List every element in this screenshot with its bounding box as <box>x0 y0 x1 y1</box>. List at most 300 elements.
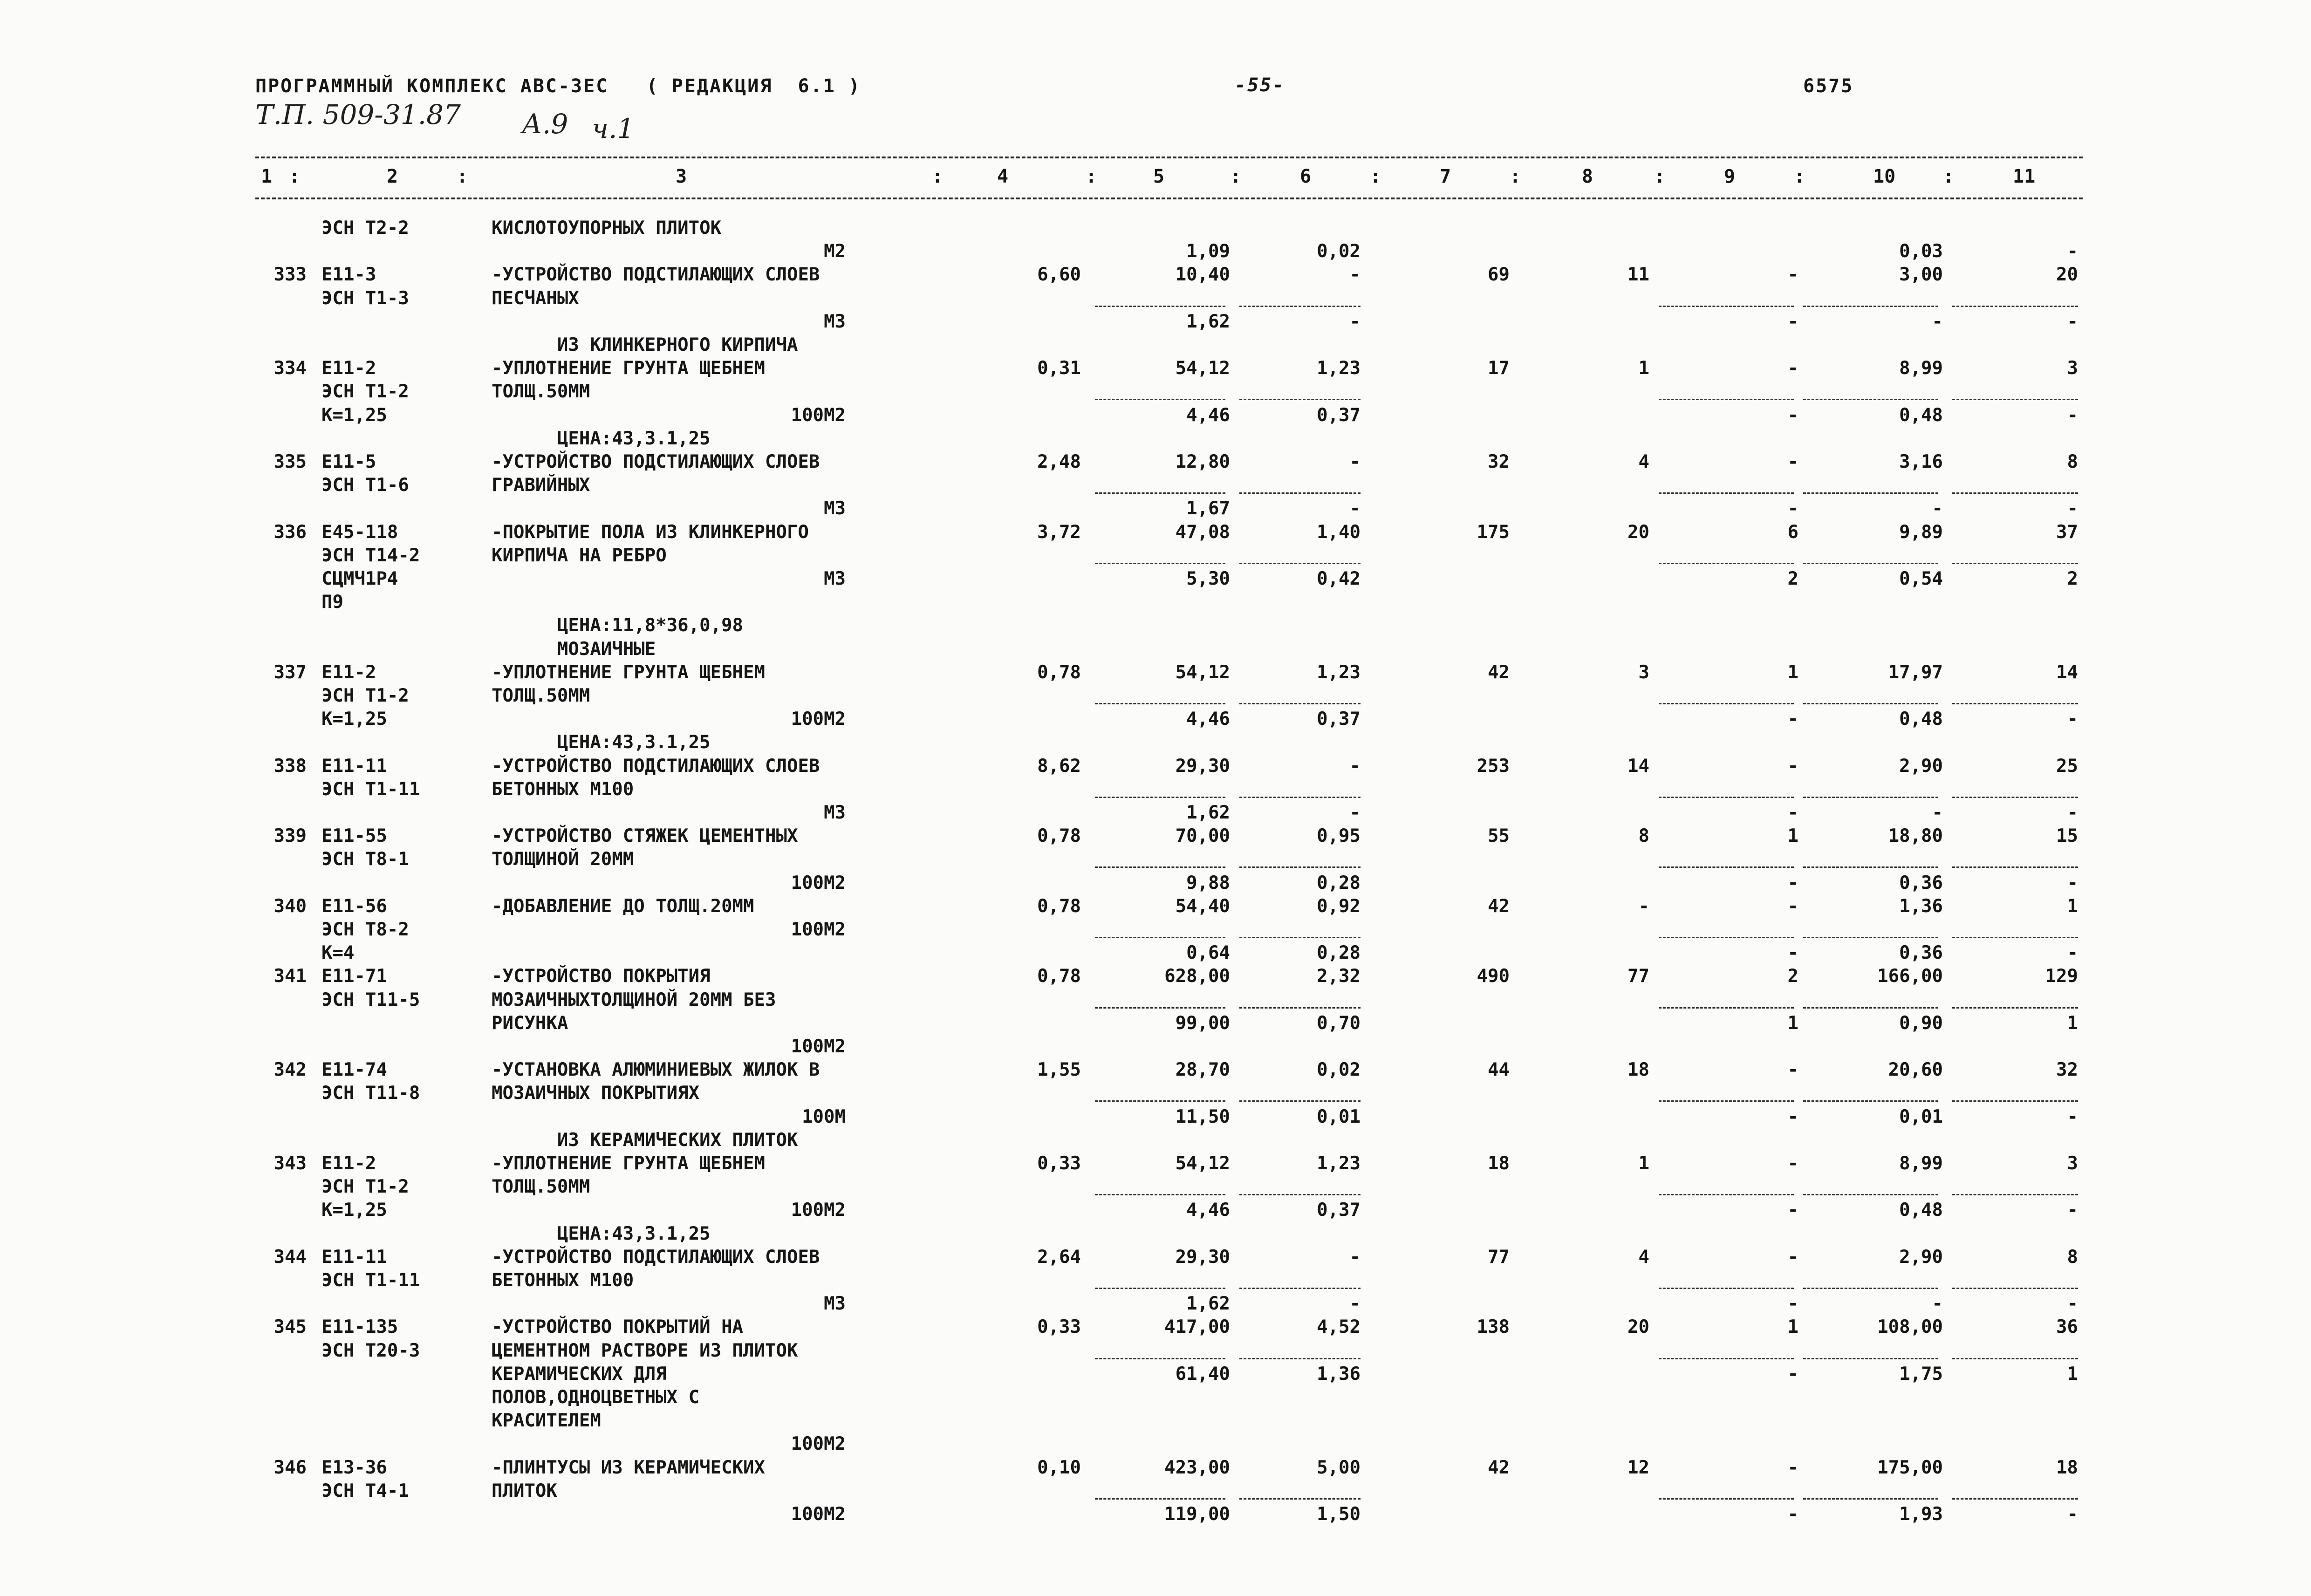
column-separator: : <box>1370 166 1381 187</box>
cell-desc: ПЕСЧАНЫХ <box>492 287 579 309</box>
cell-c5: 47,08 <box>1175 521 1230 543</box>
cell-c10: 0,03 <box>1899 241 1943 262</box>
cell-c4: 0,78 <box>1037 662 1081 683</box>
program-header: ПРОГРАММНЫЙ КОМПЛЕКС АВС-3ЕС ( РЕДАКЦИЯ 6.1 ) <box>255 75 861 97</box>
cell-unit: 100М2 <box>791 1433 846 1455</box>
cell-c4: 3,72 <box>1037 521 1081 543</box>
handwritten-part: ч.1 <box>592 113 635 144</box>
cell-c8: 4 <box>1638 1246 1649 1268</box>
cell-c10: 20,60 <box>1888 1059 1943 1081</box>
cell-c7: 490 <box>1477 966 1510 987</box>
cell-c7: 253 <box>1477 755 1510 777</box>
column-header: 11 <box>2013 166 2036 187</box>
cell-c5: 70,00 <box>1175 825 1230 847</box>
cell-desc: -ДОБАВЛЕНИЕ ДО ТОЛЩ.20ММ <box>492 895 754 917</box>
cell-num: 340 <box>273 895 307 917</box>
cell-unit: М2 <box>824 241 846 262</box>
cell-desc: ТОЛЩ.50ММ <box>492 685 590 706</box>
cell-c8: 18 <box>1627 1059 1649 1081</box>
subtotal-dashes <box>1659 1007 1794 1009</box>
cell-c8: 4 <box>1638 451 1649 472</box>
cell-c7: 77 <box>1488 1246 1510 1268</box>
cell-c4: 1,55 <box>1037 1059 1081 1081</box>
cell-code: Е13-36 <box>321 1457 387 1478</box>
cell-desc: -УСТАНОВКА АЛЮМИНИЕВЫХ ЖИЛОК В <box>492 1059 820 1081</box>
cell-num: 338 <box>273 755 307 777</box>
cell-code: Е11-11 <box>321 1246 387 1268</box>
cell-c11: 1 <box>2067 895 2078 917</box>
subtotal-dashes <box>1239 1288 1361 1289</box>
cell-c11: 20 <box>2056 264 2078 286</box>
cell-unit: 100М <box>802 1106 846 1127</box>
cell-c5: 1,62 <box>1186 802 1230 823</box>
subtotal-dashes <box>1239 1498 1361 1500</box>
cell-desc: -УПЛОТНЕНИЕ ГРУНТА ЩЕБНЕМ <box>492 1153 765 1174</box>
cell-c5: 417,00 <box>1164 1316 1230 1338</box>
cell-c4: 2,64 <box>1037 1246 1081 1268</box>
cell-c9: - <box>1787 755 1798 777</box>
cell-c7: 17 <box>1488 358 1510 379</box>
cell-c6: 1,23 <box>1317 1153 1361 1174</box>
cell-desc: -УСТРОЙСТВО ПОДСТИЛАЮЩИХ СЛОЕВ <box>492 451 820 472</box>
subtotal-dashes <box>1803 866 1938 868</box>
cell-num: 335 <box>273 451 307 472</box>
cell-c11: 1 <box>2067 1012 2078 1034</box>
cell-c7: 55 <box>1488 825 1510 847</box>
cell-c5: 1,67 <box>1186 498 1230 519</box>
cell-desc: РИСУНКА <box>492 1012 568 1034</box>
cell-c10: 1,36 <box>1899 895 1943 917</box>
cell-c6: 1,40 <box>1317 521 1361 543</box>
subtotal-dashes <box>1095 1498 1225 1500</box>
column-separator: : <box>1654 166 1666 187</box>
cell-c10: 0,54 <box>1899 568 1943 589</box>
cell-desc: -УСТРОЙСТВО ПОДСТИЛАЮЩИХ СЛОЕВ <box>492 755 820 777</box>
subtotal-dashes <box>1095 937 1225 938</box>
subtotal-dashes <box>1095 866 1225 868</box>
cell-desc: -УСТРОЙСТВО ПОДСТИЛАЮЩИХ СЛОЕВ <box>492 1246 820 1268</box>
cell-c10: 8,99 <box>1899 358 1943 379</box>
cell-c9: - <box>1787 942 1798 964</box>
cell-c6: 0,37 <box>1317 709 1361 730</box>
subtotal-dashes <box>1659 1498 1794 1500</box>
cell-c9: - <box>1787 1200 1798 1221</box>
cell-num: 337 <box>273 662 307 683</box>
column-header: 10 <box>1873 166 1896 187</box>
cell-c9: 1 <box>1787 1012 1798 1034</box>
cell-c8: 1 <box>1638 1153 1649 1174</box>
subtotal-dashes <box>1803 1007 1938 1009</box>
cell-c11: 129 <box>2045 966 2078 987</box>
cell-desc: -ПЛИНТУСЫ ИЗ КЕРАМИЧЕСКИХ <box>492 1457 765 1478</box>
subtotal-dashes <box>1095 1100 1225 1102</box>
cell-c4: 0,78 <box>1037 966 1081 987</box>
cell-c7: 138 <box>1477 1316 1510 1338</box>
cell-c6: 0,01 <box>1317 1106 1361 1127</box>
cell-desc: -УСТРОЙСТВО СТЯЖЕК ЦЕМЕНТНЫХ <box>492 825 798 847</box>
cell-c10: 175,00 <box>1877 1457 1943 1478</box>
cell-c8: 20 <box>1627 1316 1649 1338</box>
subtotal-dashes <box>1952 937 2078 938</box>
column-separator: : <box>932 166 944 187</box>
cell-c9: - <box>1787 872 1798 893</box>
subtotal-dashes <box>1239 1007 1361 1009</box>
cell-code: Е11-56 <box>321 895 387 917</box>
cell-unit: 100М2 <box>791 919 846 940</box>
cell-c7: 18 <box>1488 1153 1510 1174</box>
cell-c10: 0,90 <box>1899 1012 1943 1034</box>
column-header: 9 <box>1724 166 1736 187</box>
cell-desc: МОЗАИЧНЫХ ПОКРЫТИЯХ <box>492 1083 700 1104</box>
cell-code: ЭСН Т1-6 <box>321 475 409 496</box>
cell-num: 334 <box>273 358 307 379</box>
subtotal-dashes <box>1659 797 1794 798</box>
column-header: 6 <box>1300 166 1312 187</box>
cell-desc: ЦЕНА:43,3.1,25 <box>492 1223 711 1244</box>
cell-code: П9 <box>321 592 343 613</box>
cell-c9: - <box>1787 1153 1798 1174</box>
subtotal-dashes <box>1095 399 1225 400</box>
subtotal-dashes <box>1239 563 1361 564</box>
cell-c4: 0,33 <box>1037 1153 1081 1174</box>
column-header: 4 <box>997 166 1009 187</box>
cell-c9: 1 <box>1787 1316 1798 1338</box>
cell-unit: М3 <box>824 1293 846 1315</box>
cell-c9: 6 <box>1787 521 1798 543</box>
subtotal-dashes <box>1803 937 1938 938</box>
cell-c6: - <box>1349 755 1361 777</box>
cell-c5: 1,09 <box>1186 241 1230 262</box>
cell-desc: ЦЕНА:43,3.1,25 <box>492 732 711 753</box>
cell-c10: 0,48 <box>1899 404 1943 426</box>
cell-c5: 9,88 <box>1186 872 1230 893</box>
cell-c10: 2,90 <box>1899 755 1943 777</box>
cell-c7: 69 <box>1488 264 1510 286</box>
cell-c9: - <box>1787 404 1798 426</box>
cell-c9: - <box>1787 1457 1798 1478</box>
cell-c5: 628,00 <box>1164 966 1230 987</box>
cell-c5: 0,64 <box>1186 942 1230 964</box>
cell-code: Е11-2 <box>321 662 376 683</box>
cell-desc: -УСТРОЙСТВО ПОКРЫТИЙ НА <box>492 1316 744 1338</box>
cell-num: 342 <box>273 1059 307 1081</box>
subtotal-dashes <box>1952 1194 2078 1195</box>
subtotal-dashes <box>1659 1194 1794 1195</box>
subtotal-dashes <box>1803 1194 1938 1195</box>
cell-c6: - <box>1349 1293 1361 1315</box>
cell-c8: 1 <box>1638 358 1649 379</box>
cell-desc: КРАСИТЕЛЕМ <box>492 1410 601 1432</box>
subtotal-dashes <box>1095 563 1225 564</box>
cell-c9: - <box>1787 1106 1798 1127</box>
cell-c10: 0,36 <box>1899 942 1943 964</box>
subtotal-dashes <box>1095 306 1225 307</box>
column-separator: : <box>1510 166 1521 187</box>
subtotal-dashes <box>1659 492 1794 494</box>
cell-code: Е11-2 <box>321 1153 376 1174</box>
cell-c11: 2 <box>2067 568 2078 589</box>
cell-c5: 119,00 <box>1164 1504 1230 1525</box>
cell-c7: 32 <box>1488 451 1510 472</box>
cell-c6: 1,23 <box>1317 358 1361 379</box>
cell-c11: - <box>2067 1504 2078 1525</box>
cell-c10: 8,99 <box>1899 1153 1943 1174</box>
subtotal-dashes <box>1095 492 1225 494</box>
cell-c6: 4,52 <box>1317 1316 1361 1338</box>
cell-c4: 2,48 <box>1037 451 1081 472</box>
subtotal-dashes <box>1659 937 1794 938</box>
cell-unit: 100М2 <box>791 404 846 426</box>
subtotal-dashes <box>1095 1194 1225 1195</box>
cell-c9: - <box>1787 709 1798 730</box>
cell-c9: - <box>1787 802 1798 823</box>
cell-c5: 54,12 <box>1175 358 1230 379</box>
cell-code: Е11-5 <box>321 451 376 472</box>
cell-c5: 54,12 <box>1175 1153 1230 1174</box>
cell-c10: - <box>1932 1293 1943 1315</box>
cell-c10: - <box>1932 498 1943 519</box>
cell-code: Е45-118 <box>321 521 398 543</box>
cell-code: Е11-135 <box>321 1316 398 1338</box>
cell-c7: 175 <box>1477 521 1510 543</box>
handwritten-project-number: Т.П. 509-31.87 <box>255 99 461 130</box>
cell-c10: 0,48 <box>1899 1200 1943 1221</box>
subtotal-dashes <box>1659 306 1794 307</box>
cell-c9: - <box>1787 451 1798 472</box>
cell-c4: 6,60 <box>1037 264 1081 286</box>
cell-c6: 0,92 <box>1317 895 1361 917</box>
cell-num: 339 <box>273 825 307 847</box>
cell-c11: - <box>2067 311 2078 332</box>
column-separator: : <box>1086 166 1097 187</box>
cell-c9: - <box>1787 358 1798 379</box>
cell-desc: КИСЛОТОУПОРНЫХ ПЛИТОК <box>492 218 722 239</box>
cell-c11: - <box>2067 404 2078 426</box>
subtotal-dashes <box>1239 1194 1361 1195</box>
subtotal-dashes <box>1952 797 2078 798</box>
cell-num: 345 <box>273 1316 307 1338</box>
cell-c5: 12,80 <box>1175 451 1230 472</box>
cell-c10: 1,75 <box>1899 1363 1943 1385</box>
cell-num: 333 <box>273 264 307 286</box>
cell-num: 346 <box>273 1457 307 1478</box>
cell-c9: 1 <box>1787 662 1798 683</box>
cell-c4: 0,78 <box>1037 825 1081 847</box>
cell-code: ЭСН Т11-8 <box>321 1083 420 1104</box>
subtotal-dashes <box>1952 1498 2078 1500</box>
cell-unit: 100М2 <box>791 1036 846 1057</box>
cell-unit: М3 <box>824 498 846 519</box>
cell-num: 344 <box>273 1246 307 1268</box>
cell-c5: 29,30 <box>1175 1246 1230 1268</box>
cell-c9: 1 <box>1787 825 1798 847</box>
cell-code: ЭСН Т11-5 <box>321 989 420 1010</box>
cell-c8: 77 <box>1627 966 1649 987</box>
cell-c8: 14 <box>1627 755 1649 777</box>
header-rule <box>255 198 2083 199</box>
cell-c6: 0,42 <box>1317 568 1361 589</box>
subtotal-dashes <box>1659 1100 1794 1102</box>
cell-c7: 42 <box>1488 1457 1510 1478</box>
column-separator: : <box>1943 166 1955 187</box>
subtotal-dashes <box>1239 937 1361 938</box>
subtotal-dashes <box>1952 1100 2078 1102</box>
cell-code: ЭСН Т1-2 <box>321 381 409 402</box>
cell-desc: ТОЛЩИНОЙ 20ММ <box>492 849 634 870</box>
cell-c5: 423,00 <box>1164 1457 1230 1478</box>
cell-unit: 100М2 <box>791 1200 846 1221</box>
subtotal-dashes <box>1803 1498 1938 1500</box>
subtotal-dashes <box>1095 1007 1225 1009</box>
cell-unit: 100М2 <box>791 709 846 730</box>
cell-c9: - <box>1787 311 1798 332</box>
column-separator: : <box>457 166 468 187</box>
cell-c10: 0,01 <box>1899 1106 1943 1127</box>
cell-c11: 14 <box>2056 662 2078 683</box>
cell-c10: 2,90 <box>1899 1246 1943 1268</box>
cell-desc: ЦЕМЕНТНОМ РАСТВОРЕ ИЗ ПЛИТОК <box>492 1340 798 1361</box>
column-separator: : <box>1230 166 1242 187</box>
cell-unit: М3 <box>824 311 846 332</box>
cell-c10: - <box>1932 311 1943 332</box>
cell-c5: 99,00 <box>1175 1012 1230 1034</box>
cell-desc: КЕРАМИЧЕСКИХ ДЛЯ <box>492 1363 667 1385</box>
cell-c10: 18,80 <box>1888 825 1943 847</box>
column-header: 3 <box>676 166 687 187</box>
cell-c5: 5,30 <box>1186 568 1230 589</box>
cell-c5: 4,46 <box>1186 709 1230 730</box>
cell-c5: 29,30 <box>1175 755 1230 777</box>
cell-desc: ПЛИТОК <box>492 1480 557 1501</box>
cell-c5: 54,40 <box>1175 895 1230 917</box>
cell-c6: 0,70 <box>1317 1012 1361 1034</box>
cell-c5: 1,62 <box>1186 1293 1230 1315</box>
cell-c11: - <box>2067 942 2078 964</box>
cell-c5: 54,12 <box>1175 662 1230 683</box>
cell-c9: 2 <box>1787 966 1798 987</box>
cell-c6: - <box>1349 311 1361 332</box>
subtotal-dashes <box>1803 1288 1938 1289</box>
cell-code: Е11-55 <box>321 825 387 847</box>
cell-desc: -УСТРОЙСТВО ПОДСТИЛАЮЩИХ СЛОЕВ <box>492 264 820 286</box>
cell-c6: 0,02 <box>1317 241 1361 262</box>
cell-code: ЭСН Т4-1 <box>321 1480 409 1501</box>
cell-c6: 0,37 <box>1317 404 1361 426</box>
subtotal-dashes <box>1659 866 1794 868</box>
cell-code: ЭСН Т1-11 <box>321 778 420 800</box>
cell-desc: КИРПИЧА НА РЕБРО <box>492 545 667 566</box>
cell-c4: 0,78 <box>1037 895 1081 917</box>
cell-c6: - <box>1349 264 1361 286</box>
subtotal-dashes <box>1952 1358 2078 1359</box>
page-number: -55- <box>1235 75 1285 96</box>
cell-c11: 18 <box>2056 1457 2078 1478</box>
subtotal-dashes <box>1803 306 1938 307</box>
cell-code: К=1,25 <box>321 709 387 730</box>
cell-desc: МОЗАИЧНЫХТОЛЩИНОЙ 20ММ БЕЗ <box>492 989 776 1010</box>
cell-c5: 10,40 <box>1175 264 1230 286</box>
cell-unit: М3 <box>824 802 846 823</box>
cell-c6: 0,95 <box>1317 825 1361 847</box>
cell-c6: - <box>1349 498 1361 519</box>
subtotal-dashes <box>1952 1007 2078 1009</box>
column-header: 1 <box>261 166 273 187</box>
cell-c8: 11 <box>1627 264 1649 286</box>
cell-code: Е11-11 <box>321 755 387 777</box>
cell-desc: БЕТОННЫХ М100 <box>492 778 634 800</box>
cell-c10: 108,00 <box>1877 1316 1943 1338</box>
cell-unit: 100М2 <box>791 1504 846 1525</box>
cell-c8: 20 <box>1627 521 1649 543</box>
cell-c11: - <box>2067 872 2078 893</box>
subtotal-dashes <box>1239 399 1361 400</box>
cell-code: Е11-74 <box>321 1059 387 1081</box>
column-header: 2 <box>387 166 398 187</box>
cell-code: ЭСН Т20-3 <box>321 1340 420 1361</box>
cell-c6: 1,23 <box>1317 662 1361 683</box>
cell-c9: - <box>1787 264 1798 286</box>
cell-c9: - <box>1787 1293 1798 1315</box>
cell-c11: 3 <box>2067 1153 2078 1174</box>
cell-c11: 1 <box>2067 1363 2078 1385</box>
cell-c10: 3,00 <box>1899 264 1943 286</box>
cell-c10: 17,97 <box>1888 662 1943 683</box>
cell-c11: - <box>2067 498 2078 519</box>
column-separator: : <box>289 166 301 187</box>
subtotal-dashes <box>1239 306 1361 307</box>
subtotal-dashes <box>1095 703 1225 704</box>
document-number: 6575 <box>1803 75 1854 97</box>
cell-desc: ТОЛЩ.50ММ <box>492 1176 590 1198</box>
cell-c11: 8 <box>2067 451 2078 472</box>
subtotal-dashes <box>1952 703 2078 704</box>
subtotal-dashes <box>1095 1358 1225 1359</box>
cell-desc: ИЗ КЕРАМИЧЕСКИХ ПЛИТОК <box>492 1129 798 1151</box>
cell-desc: -ПОКРЫТИЕ ПОЛА ИЗ КЛИНКЕРНОГО <box>492 521 809 543</box>
cell-c9: - <box>1787 498 1798 519</box>
cell-c8: 3 <box>1638 662 1649 683</box>
handwritten-album: А.9 <box>522 108 568 140</box>
cell-desc: ИЗ КЛИНКЕРНОГО КИРПИЧА <box>492 334 798 355</box>
subtotal-dashes <box>1952 399 2078 400</box>
subtotal-dashes <box>1952 1288 2078 1289</box>
cell-c11: 36 <box>2056 1316 2078 1338</box>
subtotal-dashes <box>1095 1288 1225 1289</box>
cell-desc: ГРАВИЙНЫХ <box>492 475 590 496</box>
column-header: 8 <box>1582 166 1593 187</box>
subtotal-dashes <box>1659 399 1794 400</box>
cell-c9: - <box>1787 1246 1798 1268</box>
subtotal-dashes <box>1239 492 1361 494</box>
cell-c11: 32 <box>2056 1059 2078 1081</box>
cell-c11: - <box>2067 1106 2078 1127</box>
cell-c7: 42 <box>1488 895 1510 917</box>
cell-c6: 0,28 <box>1317 942 1361 964</box>
cell-c10: 3,16 <box>1899 451 1943 472</box>
cell-code: К=1,25 <box>321 404 387 426</box>
subtotal-dashes <box>1803 1358 1938 1359</box>
subtotal-dashes <box>1803 399 1938 400</box>
subtotal-dashes <box>1659 563 1794 564</box>
cell-unit: М3 <box>824 568 846 589</box>
column-header: 5 <box>1153 166 1165 187</box>
cell-c5: 28,70 <box>1175 1059 1230 1081</box>
subtotal-dashes <box>1659 703 1794 704</box>
cell-c8: 12 <box>1627 1457 1649 1478</box>
cell-c11: - <box>2067 241 2078 262</box>
subtotal-dashes <box>1952 563 2078 564</box>
cell-desc: -УСТРОЙСТВО ПОКРЫТИЯ <box>492 966 711 987</box>
